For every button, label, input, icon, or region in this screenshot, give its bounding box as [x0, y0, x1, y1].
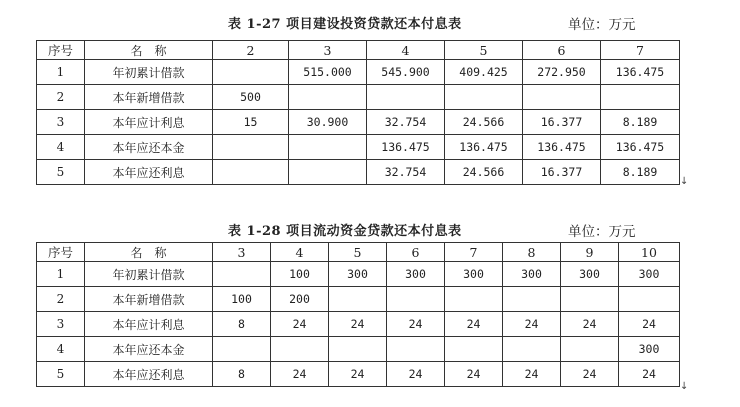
- value-cell: 24: [619, 362, 680, 387]
- value-cell: 32.754: [367, 160, 445, 185]
- table2: [36, 242, 680, 387]
- row-name-cell: 本年新增借款: [85, 85, 213, 110]
- value-cell: [445, 337, 503, 362]
- value-cell: 136.475: [445, 135, 523, 160]
- value-cell: 24: [387, 362, 445, 387]
- column-header: 4: [271, 243, 329, 262]
- column-header: 9: [561, 243, 619, 262]
- row-name-cell: 本年应计利息: [85, 110, 213, 135]
- table1-unit: 单位：万元: [568, 17, 636, 33]
- value-cell: [213, 262, 271, 287]
- value-cell: 24: [561, 312, 619, 337]
- value-cell: [289, 85, 367, 110]
- value-cell: 24.566: [445, 160, 523, 185]
- value-cell: [445, 85, 523, 110]
- row-index-cell: 1: [37, 60, 85, 85]
- value-cell: 16.377: [523, 110, 601, 135]
- row-name-cell: 本年新增借款: [85, 287, 213, 312]
- column-header: 7: [601, 41, 680, 60]
- table1-end-mark: ↓: [680, 176, 689, 187]
- value-cell: 24: [445, 312, 503, 337]
- value-cell: 32.754: [367, 110, 445, 135]
- value-cell: 8: [213, 362, 271, 387]
- table2-end-mark: ↓: [680, 381, 689, 392]
- column-header: 3: [289, 41, 367, 60]
- value-cell: 24.566: [445, 110, 523, 135]
- row-name-cell: 年初累计借款: [85, 262, 213, 287]
- value-cell: [387, 337, 445, 362]
- column-header: 序号: [37, 243, 85, 262]
- value-cell: 24: [329, 362, 387, 387]
- value-cell: [561, 337, 619, 362]
- value-cell: 136.475: [523, 135, 601, 160]
- row-index-cell: 4: [37, 135, 85, 160]
- value-cell: 300: [329, 262, 387, 287]
- value-cell: 8.189: [601, 110, 680, 135]
- value-cell: [503, 287, 561, 312]
- column-header: 2: [213, 41, 289, 60]
- row-name-cell: 本年应还本金: [85, 337, 213, 362]
- value-cell: 300: [387, 262, 445, 287]
- value-cell: 24: [503, 362, 561, 387]
- value-cell: 24: [445, 362, 503, 387]
- table-row: [37, 110, 680, 135]
- value-cell: [213, 135, 289, 160]
- value-cell: 300: [619, 337, 680, 362]
- value-cell: [289, 135, 367, 160]
- table-row: [37, 312, 680, 337]
- table1-caption: [0, 13, 740, 35]
- value-cell: 200: [271, 287, 329, 312]
- table-row: [37, 337, 680, 362]
- value-cell: 8: [213, 312, 271, 337]
- value-cell: [503, 337, 561, 362]
- value-cell: [329, 337, 387, 362]
- row-index-cell: 4: [37, 337, 85, 362]
- value-cell: 8.189: [601, 160, 680, 185]
- column-header: 6: [523, 41, 601, 60]
- table1-header-row: [37, 41, 680, 60]
- column-header: 7: [445, 243, 503, 262]
- table2-caption: [0, 220, 740, 242]
- value-cell: 272.950: [523, 60, 601, 85]
- row-index-cell: 1: [37, 262, 85, 287]
- value-cell: 545.900: [367, 60, 445, 85]
- value-cell: 136.475: [601, 60, 680, 85]
- value-cell: [445, 287, 503, 312]
- value-cell: 409.425: [445, 60, 523, 85]
- value-cell: [367, 85, 445, 110]
- table2-title: 表 1-28 项目流动资金贷款还本付息表: [228, 224, 462, 239]
- value-cell: [329, 287, 387, 312]
- value-cell: 300: [503, 262, 561, 287]
- value-cell: 100: [213, 287, 271, 312]
- row-name-cell: 年初累计借款: [85, 60, 213, 85]
- value-cell: 300: [445, 262, 503, 287]
- value-cell: 100: [271, 262, 329, 287]
- row-index-cell: 5: [37, 160, 85, 185]
- value-cell: 515.000: [289, 60, 367, 85]
- column-header: 5: [445, 41, 523, 60]
- row-name-cell: 本年应计利息: [85, 312, 213, 337]
- value-cell: 24: [387, 312, 445, 337]
- table-row: [37, 160, 680, 185]
- value-cell: [213, 160, 289, 185]
- value-cell: 15: [213, 110, 289, 135]
- value-cell: [523, 85, 601, 110]
- table-row: [37, 287, 680, 312]
- row-name-cell: 本年应还利息: [85, 160, 213, 185]
- column-header: 6: [387, 243, 445, 262]
- value-cell: 500: [213, 85, 289, 110]
- value-cell: [213, 337, 271, 362]
- column-header-name: 名 称: [85, 243, 213, 262]
- value-cell: 24: [271, 362, 329, 387]
- value-cell: 30.900: [289, 110, 367, 135]
- column-header: 5: [329, 243, 387, 262]
- value-cell: 24: [503, 312, 561, 337]
- row-index-cell: 3: [37, 312, 85, 337]
- value-cell: 24: [271, 312, 329, 337]
- row-index-cell: 3: [37, 110, 85, 135]
- value-cell: [561, 287, 619, 312]
- column-header: 序号: [37, 41, 85, 60]
- table-row: [37, 85, 680, 110]
- value-cell: [271, 337, 329, 362]
- row-name-cell: 本年应还利息: [85, 362, 213, 387]
- table2-header-row: [37, 243, 680, 262]
- table2-unit: 单位：万元: [568, 224, 636, 240]
- value-cell: 24: [329, 312, 387, 337]
- value-cell: 16.377: [523, 160, 601, 185]
- value-cell: 300: [619, 262, 680, 287]
- value-cell: [213, 60, 289, 85]
- row-index-cell: 2: [37, 85, 85, 110]
- value-cell: 136.475: [601, 135, 680, 160]
- value-cell: [601, 85, 680, 110]
- value-cell: 300: [561, 262, 619, 287]
- value-cell: [387, 287, 445, 312]
- row-index-cell: 5: [37, 362, 85, 387]
- column-header: 3: [213, 243, 271, 262]
- table-row: [37, 135, 680, 160]
- value-cell: 136.475: [367, 135, 445, 160]
- value-cell: [619, 287, 680, 312]
- value-cell: [289, 160, 367, 185]
- row-index-cell: 2: [37, 287, 85, 312]
- table-row: [37, 362, 680, 387]
- column-header: 10: [619, 243, 680, 262]
- table-row: [37, 262, 680, 287]
- column-header-name: 名 称: [85, 41, 213, 60]
- value-cell: 24: [619, 312, 680, 337]
- row-name-cell: 本年应还本金: [85, 135, 213, 160]
- table1: [36, 40, 680, 185]
- column-header: 8: [503, 243, 561, 262]
- column-header: 4: [367, 41, 445, 60]
- table-row: [37, 60, 680, 85]
- table1-title: 表 1-27 项目建设投资贷款还本付息表: [228, 17, 462, 32]
- value-cell: 24: [561, 362, 619, 387]
